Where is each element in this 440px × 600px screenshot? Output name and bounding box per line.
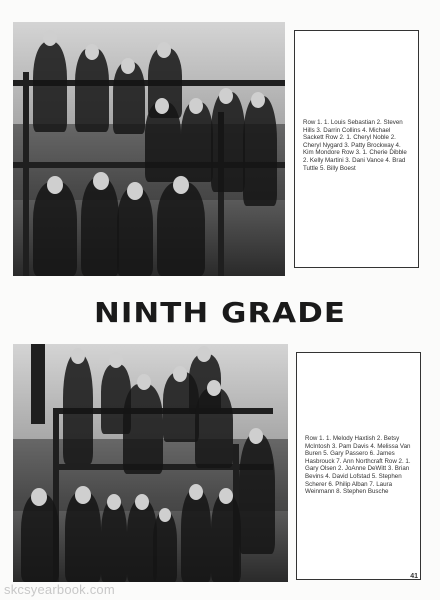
student-figure — [211, 494, 241, 582]
student-face — [71, 348, 85, 364]
student-face — [135, 494, 149, 510]
student-face — [43, 30, 57, 46]
student-face — [159, 508, 171, 522]
watermark-text: skcsyearbook.com — [4, 582, 115, 597]
student-figure — [63, 354, 93, 464]
student-figure — [65, 492, 101, 582]
student-face — [189, 484, 203, 500]
student-face — [155, 98, 169, 114]
student-figure — [123, 384, 163, 474]
student-figure — [153, 512, 177, 582]
caption-box-bottom — [296, 352, 421, 580]
student-figure — [181, 490, 211, 582]
student-figure — [33, 42, 67, 132]
student-face — [121, 58, 135, 74]
student-figure — [211, 92, 245, 192]
student-figure — [101, 500, 127, 582]
student-figure — [239, 434, 275, 554]
student-figure — [157, 182, 205, 276]
student-figure — [21, 494, 59, 582]
student-face — [249, 428, 263, 444]
student-figure — [195, 388, 233, 468]
student-face — [207, 380, 221, 396]
student-face — [109, 352, 123, 368]
student-figure — [243, 96, 277, 206]
student-face — [75, 486, 91, 504]
caption-box-top — [294, 30, 419, 268]
student-figure — [181, 102, 213, 182]
student-face — [173, 366, 187, 382]
student-face — [197, 346, 211, 362]
student-face — [157, 42, 171, 58]
student-face — [31, 488, 47, 506]
student-face — [107, 494, 121, 510]
student-figure — [75, 48, 109, 132]
student-figure — [33, 182, 77, 276]
section-title: NINTH GRADE — [93, 296, 347, 329]
student-figure — [117, 188, 153, 276]
student-face — [127, 182, 143, 200]
student-figure — [145, 102, 181, 182]
chimney-post — [31, 344, 45, 424]
student-figure — [81, 178, 119, 276]
student-face — [251, 92, 265, 108]
climbing-frame-post — [23, 72, 29, 276]
caption-text-top: Row 1. 1. Louis Sebastian 2. Steven Hills 3. Darrin Collins 4. Michael Sackett Row 2. 1. Cheryl Noble 2. Cheryl Nygard 3. Patty Brockway 4. Kim Mondore Row 3. 1. Cherie Dibble 2. Kelly Martini 3. Dani Vance 4. Brad Tuttle 5. Billy Boest — [303, 119, 407, 172]
student-face — [219, 488, 233, 504]
class-photo-top — [13, 22, 285, 276]
page-number: 41 — [410, 573, 418, 580]
caption-text-bottom: Row 1. 1. Melody Haxtish 2. Betsy McIntosh 3. Pam Davis 4. Melissa Van Buren 5. Gary Passero 6. James Hasbrouck 7. Ann Northcraft Row 2. 1. Gary Olsen 2. JoAnne DeWitt 3. Brian Bevins 4. David Lofstad 5. Stephen Scherer 6. Philip Alban 7. Laura Weinmann 8. Stephen Busche — [305, 435, 411, 496]
student-face — [219, 88, 233, 104]
student-face — [173, 176, 189, 194]
student-face — [85, 44, 99, 60]
class-photo-bottom — [13, 344, 288, 582]
student-face — [137, 374, 151, 390]
student-face — [93, 172, 109, 190]
student-face — [189, 98, 203, 114]
student-face — [47, 176, 63, 194]
